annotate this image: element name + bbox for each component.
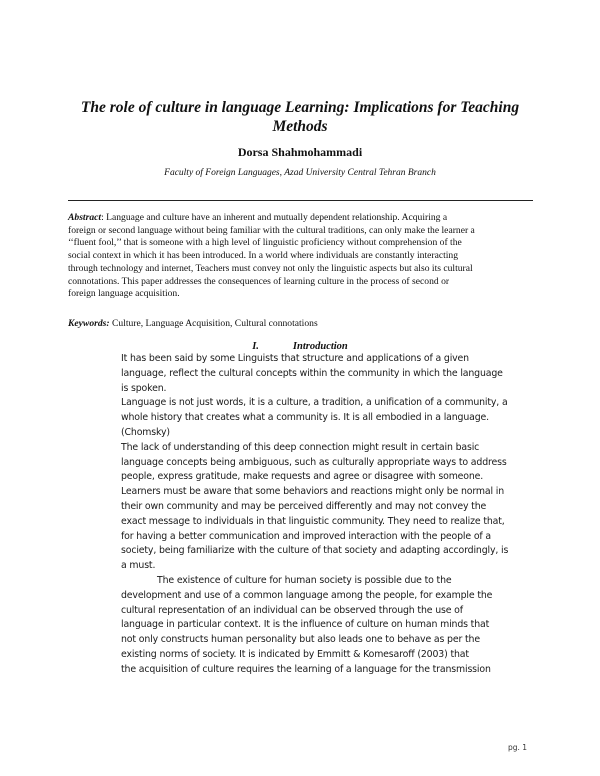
header-divider (68, 200, 533, 201)
abstract-text: : Language and culture have an inherent and mutually dependent relationship. Acquiring a (101, 212, 448, 223)
body-line: exact message to individuals in that linguistic community. They need to realize that, (121, 515, 505, 527)
paper-title (70, 98, 530, 136)
body-line: development and use of a common language among the people, for example the (121, 589, 493, 601)
body-line: existing norms of society. It is indicated by Emmitt & Komesaroff (2003) that (121, 648, 469, 660)
body-line: their own community and may be perceived differently and may not convey the (121, 500, 487, 512)
author-name: Dorsa Shahmohammadi (237, 145, 363, 159)
body-line: not only constructs human personality but also leads one to behave as per the (121, 634, 480, 646)
keywords (68, 318, 533, 329)
body-line: people, express gratitude, make requests and agree or disagree with someone. (121, 471, 484, 483)
body-line: society, being familiarize with the culture of that society and adapting accordingly, is (121, 545, 509, 557)
abstract (68, 212, 533, 301)
abstract-label: Abstract (68, 212, 102, 223)
abstract-line: foreign language acquisition. (68, 288, 180, 300)
abstract-line: ‘‘fluent fool,’’ that is someone with a high level of linguistic proficiency without comprehension of the (68, 237, 462, 249)
abstract-line (68, 212, 533, 225)
section-heading (0, 341, 600, 352)
body-line: Learners must be aware that some behaviors and reactions might only be normal in (121, 486, 505, 498)
title-line: The role of culture in language Learning: Implications for Teaching (80, 99, 520, 116)
abstract-line: connotations. This paper addresses the consequences of learning culture in the process of second or (68, 275, 450, 287)
section-number: I. (252, 341, 259, 352)
section-title: Introduction (292, 341, 348, 352)
keywords-text: Culture, Language Acquisition, Cultural connotations (109, 318, 318, 329)
abstract-line: social context in which it has been introduced. In a world where individuals are constantly interacting (68, 250, 459, 262)
body-line: is spoken. (121, 382, 167, 394)
body-line: whole history that creates what a community is. It is all embodied in a language. (121, 412, 489, 424)
body-line: a must. (121, 560, 156, 572)
body-line: the acquisition of culture requires the learning of a language for the transmission (121, 663, 491, 675)
body-line: language in particular context. It is the influence of culture on human minds that (121, 619, 490, 631)
title-line: Methods (272, 118, 328, 135)
body-line: Language is not just words, it is a culture, a tradition, a unification of a community, a (121, 397, 508, 409)
body-line: for having a better communication and improved interaction with the people of a (121, 530, 491, 542)
abstract-line: through technology and internet, Teachers must convey not only the linguistic aspects but also its cultural (68, 262, 473, 274)
body-line: It has been said by some Linguists that structure and applications of a given (121, 353, 469, 364)
body-line: language concepts being ambiguous, such as culturally appropriate ways to address (121, 456, 507, 468)
body-line: The existence of culture for human society is possible due to the (157, 574, 452, 586)
body-line: (Chomsky) (121, 426, 170, 438)
body-line: language, reflect the cultural concepts within the community in which the language (121, 367, 503, 379)
keywords-label: Keywords: (68, 318, 110, 329)
body-line: The lack of understanding of this deep connection might result in certain basic (121, 441, 480, 453)
abstract-line: foreign or second language without being familiar with the cultural traditions, can only make the learner a (68, 224, 475, 236)
author-affiliation: Faculty of Foreign Languages, Azad University Central Tehran Branch (164, 168, 436, 178)
body-line: cultural representation of an individual can be observed through the use of (121, 604, 463, 616)
body-text (121, 352, 541, 678)
page-number: pg. 1 (508, 743, 528, 752)
